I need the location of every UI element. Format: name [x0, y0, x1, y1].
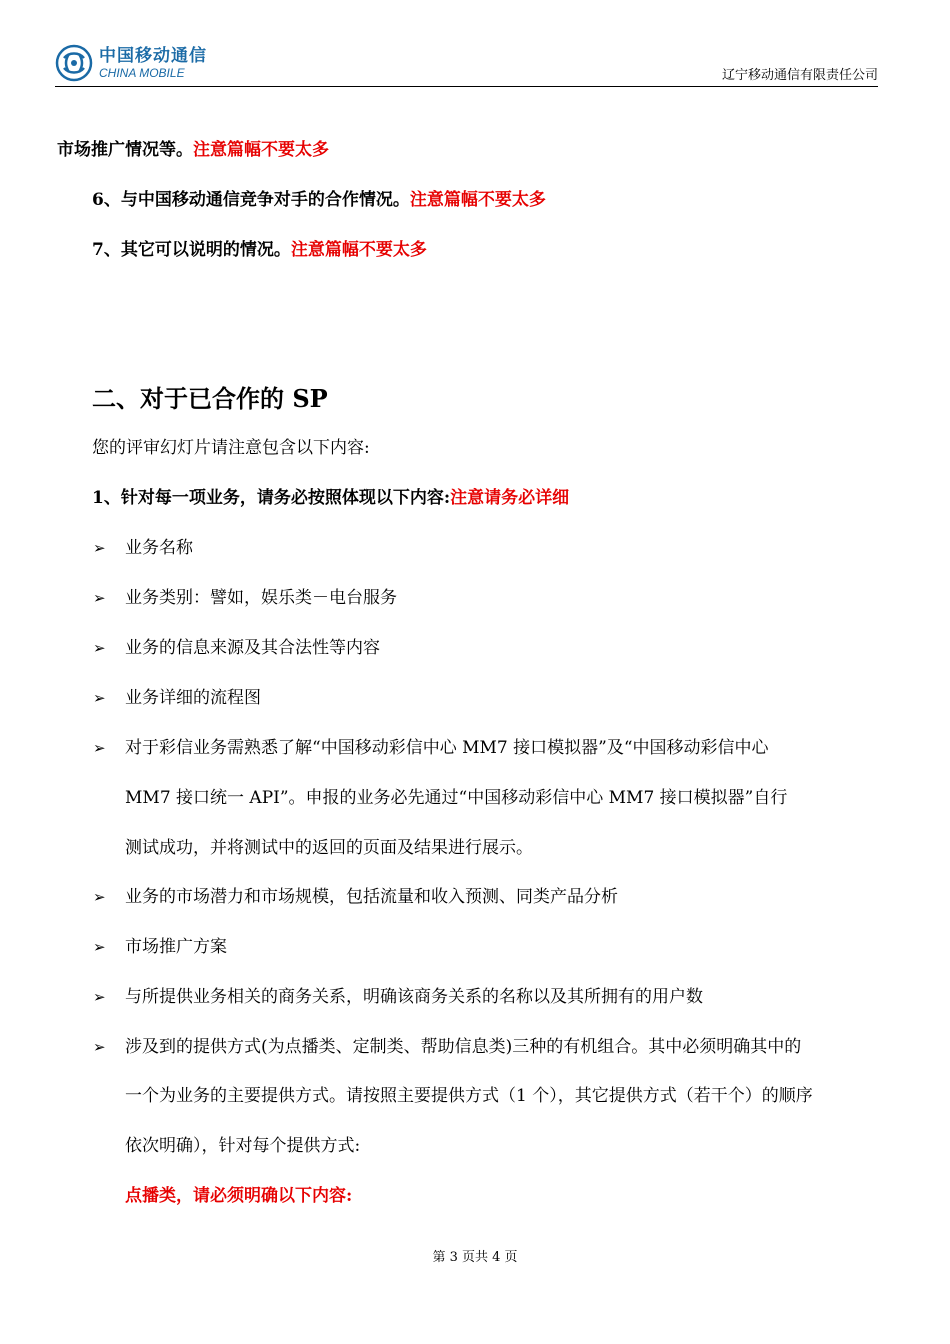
line-market-promotion — [57, 138, 329, 162]
china-mobile-logo-icon — [55, 44, 93, 82]
bullet-item: 涉及到的提供方式(为点播类、定制类、帮助信息类)三种的有机组合。其中必须明确其中的 — [125, 1037, 802, 1057]
bullet-arrow-icon: ➢ — [93, 1038, 106, 1056]
line-text: 7、其它可以说明的情况。 — [92, 240, 291, 260]
bullet-item: 业务类别：譬如，娱乐类－电台服务 — [125, 588, 397, 608]
bullet-item: 市场推广方案 — [125, 937, 227, 957]
line-text: 6、与中国移动通信竞争对手的合作情况。 — [92, 190, 410, 210]
company-name: 辽宁移动通信有限责任公司 — [721, 68, 878, 83]
bullet-item: 业务的信息来源及其合法性等内容 — [125, 638, 380, 658]
line-note: 注意篇幅不要太多 — [193, 140, 329, 160]
bullet-item: 业务的市场潜力和市场规模，包括流量和收入预测、同类产品分析 — [125, 887, 618, 907]
bullet-arrow-icon: ➢ — [93, 589, 106, 607]
bullet-item: 与所提供业务相关的商务关系，明确该商务关系的名称以及其所拥有的用户数 — [125, 987, 703, 1007]
red-subheading: 点播类，请必须明确以下内容: — [125, 1186, 353, 1206]
bullet-arrow-icon: ➢ — [93, 888, 106, 906]
line-text: 1、针对每一项业务，请务必按照体现以下内容: — [92, 488, 451, 508]
bullet-arrow-icon: ➢ — [93, 539, 106, 557]
bullet-item: 对于彩信业务需熟悉了解“中国移动彩信中心 MM7 接口模拟器”及“中国移动彩信中心 — [125, 738, 769, 758]
line-item-1 — [92, 486, 569, 510]
bullet-item: 业务名称 — [125, 538, 193, 558]
china-mobile-logo — [55, 44, 207, 82]
bullet-arrow-icon: ➢ — [93, 938, 106, 956]
line-text: 市场推广情况等。 — [57, 140, 193, 160]
line-note: 注意篇幅不要太多 — [290, 240, 427, 260]
section-heading: 二、对于已合作的 SP — [92, 384, 328, 413]
line-note: 注意请务必详细 — [450, 488, 570, 508]
bullet-arrow-icon: ➢ — [93, 639, 106, 657]
bullet-arrow-icon: ➢ — [93, 689, 106, 707]
bullet-continuation: 依次明确），针对每个提供方式: — [125, 1136, 361, 1156]
bullet-continuation: MM7 接口统一 API”。申报的业务必先通过“中国移动彩信中心 MM7 接口模拟器”自行 — [125, 788, 788, 808]
bullet-continuation: 一个为业务的主要提供方式。请按照主要提供方式（1 个），其它提供方式（若干个）的顺序 — [125, 1086, 813, 1106]
line-item-7 — [92, 238, 427, 262]
page-header — [55, 44, 878, 87]
logo-chinese-name: 中国移动通信 — [99, 45, 207, 66]
bullet-arrow-icon: ➢ — [93, 739, 106, 757]
bullet-continuation: 测试成功，并将测试中的返回的页面及结果进行展示。 — [125, 838, 533, 858]
intro-text: 您的评审幻灯片请注意包含以下内容: — [92, 438, 370, 458]
bullet-arrow-icon: ➢ — [93, 988, 106, 1006]
logo-english-name: CHINA MOBILE — [99, 65, 185, 80]
line-item-6 — [92, 188, 546, 212]
line-note: 注意篇幅不要太多 — [409, 190, 546, 210]
bullet-item: 业务详细的流程图 — [125, 688, 261, 708]
page-footer: 第 3 页共 4 页 — [432, 1250, 518, 1265]
